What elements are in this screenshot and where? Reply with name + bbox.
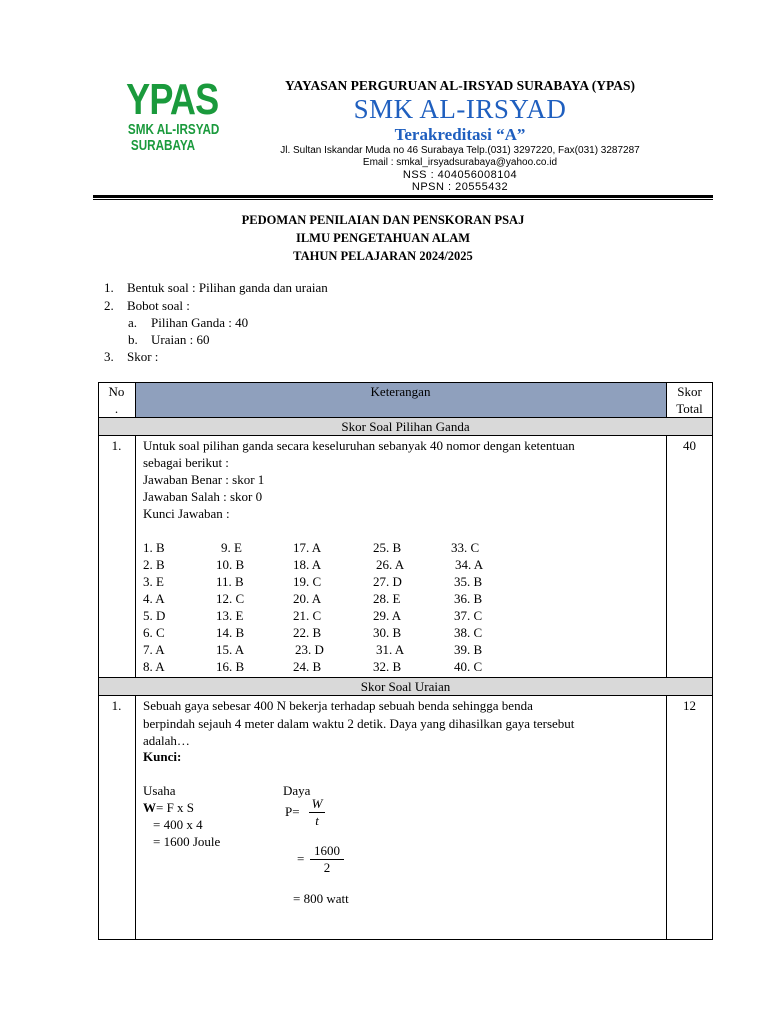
info-text: Pilihan Ganda : 40 — [151, 315, 249, 330]
scoring-wrong: Jawaban Salah : skor 0 — [143, 489, 263, 504]
logo-line-2: SURABAYA — [130, 137, 196, 154]
scoring-correct: Jawaban Benar : skor 1 — [143, 472, 265, 487]
info-letter: a. — [128, 315, 138, 330]
accreditation: Terakreditasi “A” — [394, 125, 526, 144]
answer-key-item: 9. E — [221, 540, 242, 555]
answer-key-item: 6. C — [143, 625, 165, 640]
answer-key-item: 39. B — [454, 642, 483, 657]
info-number: 3. — [104, 349, 114, 364]
answer-key-item: 7. A — [143, 642, 165, 657]
foundation-name: YAYASAN PERGURUAN AL-IRSYAD SURABAYA (YPAS) — [284, 78, 636, 93]
answer-key-item: 3. E — [143, 574, 164, 589]
answer-key-item: 36. B — [454, 591, 483, 606]
answer-key-item: 30. B — [373, 625, 402, 640]
answer-key-item: 33. C — [451, 540, 480, 555]
work-label: Usaha — [143, 783, 176, 798]
column-header-total: Total — [676, 401, 703, 416]
answer-key-item: 15. A — [216, 642, 245, 657]
answer-key-item: 13. E — [216, 608, 244, 623]
column-header-no: No — [108, 384, 125, 399]
answer-key-item: 12. C — [216, 591, 245, 606]
power-fraction — [308, 796, 326, 830]
power-fraction-value — [308, 843, 346, 877]
answer-key-item: 11. B — [216, 574, 244, 589]
answer-key-item: 18. A — [293, 557, 322, 572]
row-score: 12 — [683, 698, 696, 713]
table-rule — [666, 435, 667, 677]
question-text: Sebuah gaya sebesar 400 N bekerja terhadap sebuah benda sehingga benda — [143, 698, 533, 713]
logo-text: YPAS — [126, 75, 219, 124]
answer-key-item: 21. C — [293, 608, 322, 623]
answer-key-label: Kunci Jawaban : — [143, 506, 230, 521]
section-title-pilihan-ganda: Skor Soal Pilihan Ganda — [341, 419, 470, 434]
answer-key-item: 29. A — [373, 608, 402, 623]
school-email: Email : smkal_irsyadsurabaya@yahoo.co.id — [362, 157, 558, 168]
row-description: sebagai berikut : — [143, 455, 229, 470]
power-result-clipped — [293, 890, 373, 906]
fraction-denominator: 2 — [323, 860, 331, 875]
document-year: TAHUN PELAJARAN 2024/2025 — [293, 249, 473, 263]
question-text: adalah… — [143, 733, 190, 748]
work-formula — [143, 799, 194, 816]
answer-key-item: 10. B — [216, 557, 245, 572]
score-table — [98, 382, 713, 940]
fraction-denominator: t — [315, 813, 319, 828]
column-header-no-dot: . — [114, 401, 119, 416]
work-result: = 1600 Joule — [153, 834, 221, 849]
row-number: 1. — [111, 438, 122, 453]
table-rule — [98, 435, 713, 436]
answer-key-item: 1. B — [143, 540, 165, 555]
answer-key-item: 31. A — [376, 642, 405, 657]
answer-key-item: 5. D — [143, 608, 166, 623]
work-step: = 400 x 4 — [153, 817, 203, 832]
school-nss: NSS : 404056008104 — [402, 169, 518, 181]
table-rule — [98, 695, 713, 696]
info-text: Bobot soal : — [127, 298, 190, 313]
logo-line-1: SMK AL-IRSYAD — [127, 121, 220, 138]
answer-key-item: 28. E — [373, 591, 401, 606]
info-number: 1. — [104, 280, 114, 295]
power-formula-lhs — [285, 803, 300, 820]
answer-key-item: 19. C — [293, 574, 322, 589]
document-subject: ILMU PENGETAHUAN ALAM — [295, 231, 471, 245]
equals-sign: = — [292, 804, 300, 819]
answer-key-item: 23. D — [295, 642, 324, 657]
answer-key-item: 20. A — [293, 591, 322, 606]
info-letter: b. — [128, 332, 138, 347]
answer-key-item: 40. C — [454, 659, 483, 674]
info-text: Uraian : 60 — [151, 332, 210, 347]
equals-sign: = — [297, 851, 305, 866]
answer-key-item: 14. B — [216, 625, 245, 640]
power-label: Daya — [283, 783, 311, 798]
section-title-uraian: Skor Soal Uraian — [360, 679, 451, 694]
answer-key-item: 24. B — [293, 659, 322, 674]
answer-key-item: 16. B — [216, 659, 245, 674]
question-text: berpindah sejauh 4 meter dalam waktu 2 detik. Daya yang dihasilkan gaya tersebut — [143, 716, 575, 731]
table-rule — [666, 695, 667, 940]
answer-key-item: 35. B — [454, 574, 483, 589]
info-number: 2. — [104, 298, 114, 313]
info-text: Skor : — [127, 349, 159, 364]
header-divider-thin — [93, 199, 713, 200]
answer-key-item: 22. B — [293, 625, 322, 640]
school-npsn: NPSN : 20555432 — [411, 181, 509, 193]
answer-key-item: 17. A — [293, 540, 322, 555]
column-header-skor: Skor — [677, 384, 702, 399]
answer-key-item: 26. A — [376, 557, 405, 572]
school-name: SMK AL-IRSYAD — [353, 94, 567, 124]
answer-key-item: 4. A — [143, 591, 165, 606]
answer-key-item: 38. C — [454, 625, 483, 640]
work-symbol: W — [143, 800, 156, 815]
answer-key-item: 2. B — [143, 557, 165, 572]
answer-key-item: 25. B — [373, 540, 402, 555]
answer-key-item: 32. B — [373, 659, 402, 674]
table-rule — [135, 435, 136, 677]
answer-key-item: 34. A — [455, 557, 484, 572]
answer-key-item: 8. A — [143, 659, 165, 674]
row-score: 40 — [683, 438, 696, 453]
row-description: Untuk soal pilihan ganda secara keseluruhan sebanyak 40 nomor dengan ketentuan — [143, 438, 575, 453]
table-rule — [135, 695, 136, 940]
answer-key-item: 27. D — [373, 574, 402, 589]
document-title: PEDOMAN PENILAIAN DAN PENSKORAN PSAJ — [241, 213, 525, 227]
row-number: 1. — [111, 698, 122, 713]
power-result: = 800 watt — [293, 891, 349, 906]
answer-key-heading: Kunci: — [143, 749, 182, 764]
header-divider-thick — [93, 195, 713, 198]
power-symbol: P — [285, 804, 293, 819]
fraction-numerator: 1600 — [314, 843, 340, 858]
info-text: Bentuk soal : Pilihan ganda dan uraian — [127, 280, 328, 295]
answer-key-item: 37. C — [454, 608, 483, 623]
fraction-numerator: W — [311, 796, 323, 811]
column-header-keterangan: Keterangan — [370, 384, 431, 399]
school-address: Jl. Sultan Iskandar Muda no 46 Surabaya Telp.(031) 3297220, Fax(031) 3287287 — [280, 145, 640, 156]
work-formula-rest: = F x S — [156, 800, 195, 815]
school-logo — [118, 75, 220, 162]
